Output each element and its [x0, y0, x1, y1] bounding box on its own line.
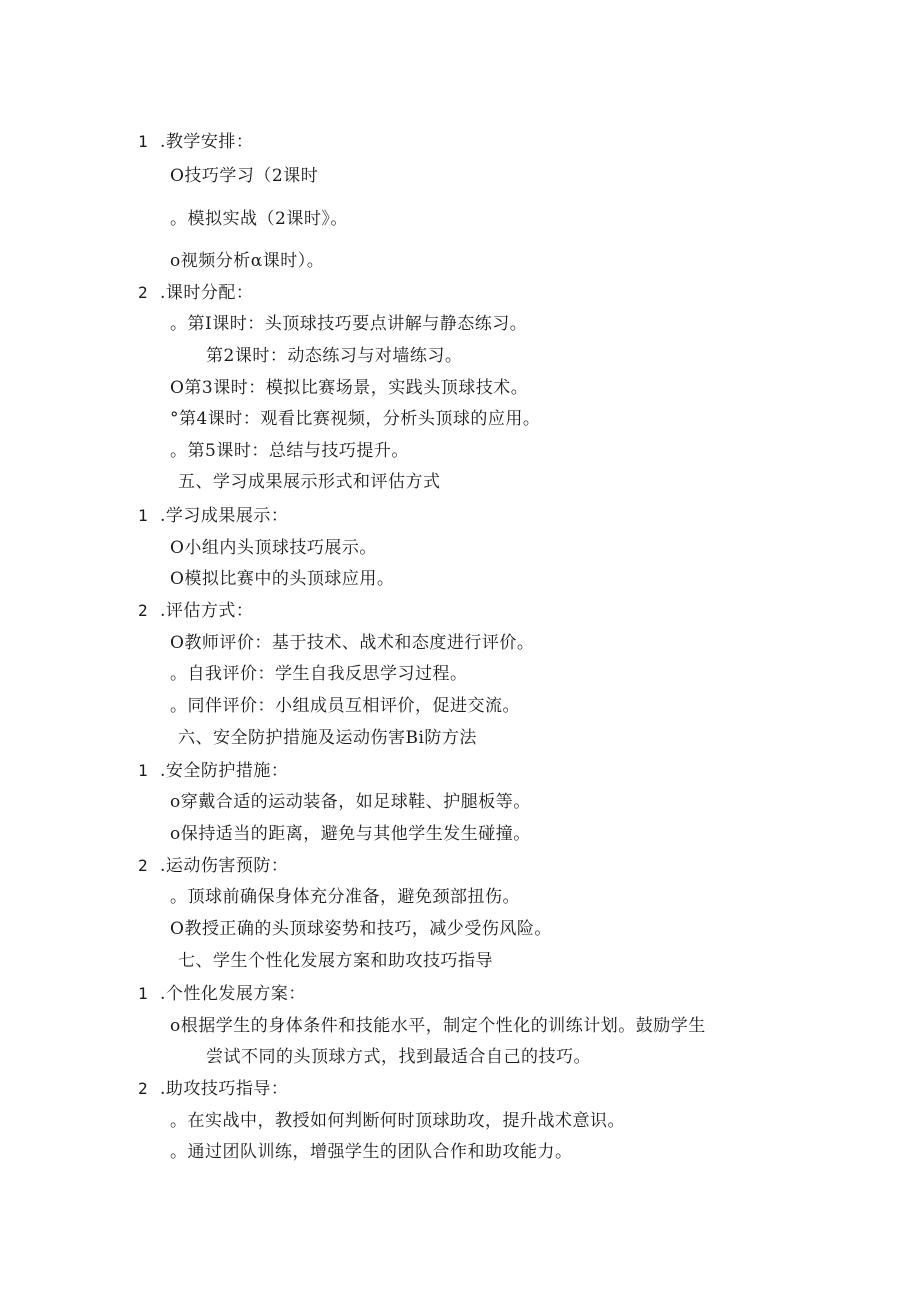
bullet-equipment: o穿戴合适的运动装备，如足球鞋、护腿板等。 — [170, 792, 531, 812]
bullet-lesson-4: °第4课时：观看比赛视频，分析头顶球的应用。 — [170, 409, 541, 429]
list-label: .评估方式： — [160, 601, 254, 621]
bullet-lesson-1: 。第I课时：头顶球技巧要点讲解与静态练习。 — [170, 314, 528, 334]
bullet-skill-learning: O技巧学习（2课时 — [170, 166, 319, 186]
section-heading-6: 六、安全防护措施及运动伤害Bi防方法 — [178, 728, 477, 748]
bullet-correct-posture: O教授正确的头顶球姿势和技巧，减少受伤风险。 — [170, 919, 552, 939]
bullet-group-display: O小组内头顶球技巧展示。 — [170, 538, 377, 558]
bullet-self-eval: 。自我评价：学生自我反思学习过程。 — [170, 664, 468, 684]
bullet-personal-plan-line-2: 尝试不同的头顶球方式，找到最适合自己的技巧。 — [206, 1047, 591, 1067]
bullet-video-analysis: o视频分析α课时）。 — [170, 251, 325, 271]
list-label: .教学安排： — [160, 132, 254, 152]
list-number: 1 — [138, 761, 149, 780]
list-number: 1 — [138, 132, 149, 151]
list-label: .安全防护措施： — [160, 761, 289, 781]
list-number: 2 — [138, 1079, 149, 1098]
bullet-assist-judgment: 。在实战中，教授如何判断何时顶球助攻，提升战术意识。 — [170, 1111, 625, 1131]
list-label: .个性化发展方案： — [160, 984, 306, 1004]
bullet-peer-eval: 。同伴评价：小组成员互相评价，促进交流。 — [170, 696, 520, 716]
list-number: 1 — [138, 984, 149, 1003]
list-label: .课时分配： — [160, 283, 254, 303]
bullet-teacher-eval: O教师评价：基于技术、战术和态度进行评价。 — [170, 633, 535, 653]
bullet-personal-plan-line-1: o根据学生的身体条件和技能水平，制定个性化的训练计划。鼓励学生 — [170, 1016, 706, 1036]
bullet-lesson-2: 第2课时：动态练习与对墙练习。 — [206, 346, 463, 366]
bullet-team-training: 。通过团队训练，增强学生的团队合作和助攻能力。 — [170, 1142, 573, 1162]
list-number: 2 — [138, 601, 149, 620]
bullet-distance: o保持适当的距离，避免与其他学生发生碰撞。 — [170, 824, 531, 844]
list-number: 2 — [138, 283, 149, 302]
list-label: .运动伤害预防： — [160, 856, 289, 876]
list-number: 1 — [138, 506, 149, 525]
section-heading-5: 五、学习成果展示形式和评估方式 — [178, 472, 441, 492]
section-heading-7: 七、学生个性化发展方案和助攻技巧指导 — [178, 951, 493, 971]
list-number: 2 — [138, 856, 149, 875]
list-label: .助攻技巧指导： — [160, 1079, 289, 1099]
bullet-lesson-5: 。第5课时：总结与技巧提升。 — [170, 441, 409, 461]
bullet-lesson-3: O第3课时：模拟比赛场景，实践头顶球技术。 — [170, 378, 529, 398]
bullet-mock-match-use: O模拟比赛中的头顶球应用。 — [170, 569, 395, 589]
bullet-mock-combat: 。模拟实战（2课时》。 — [170, 209, 348, 229]
list-label: .学习成果展示： — [160, 506, 289, 526]
bullet-warmup: 。顶球前确保身体充分准备，避免颈部扭伤。 — [170, 887, 520, 907]
